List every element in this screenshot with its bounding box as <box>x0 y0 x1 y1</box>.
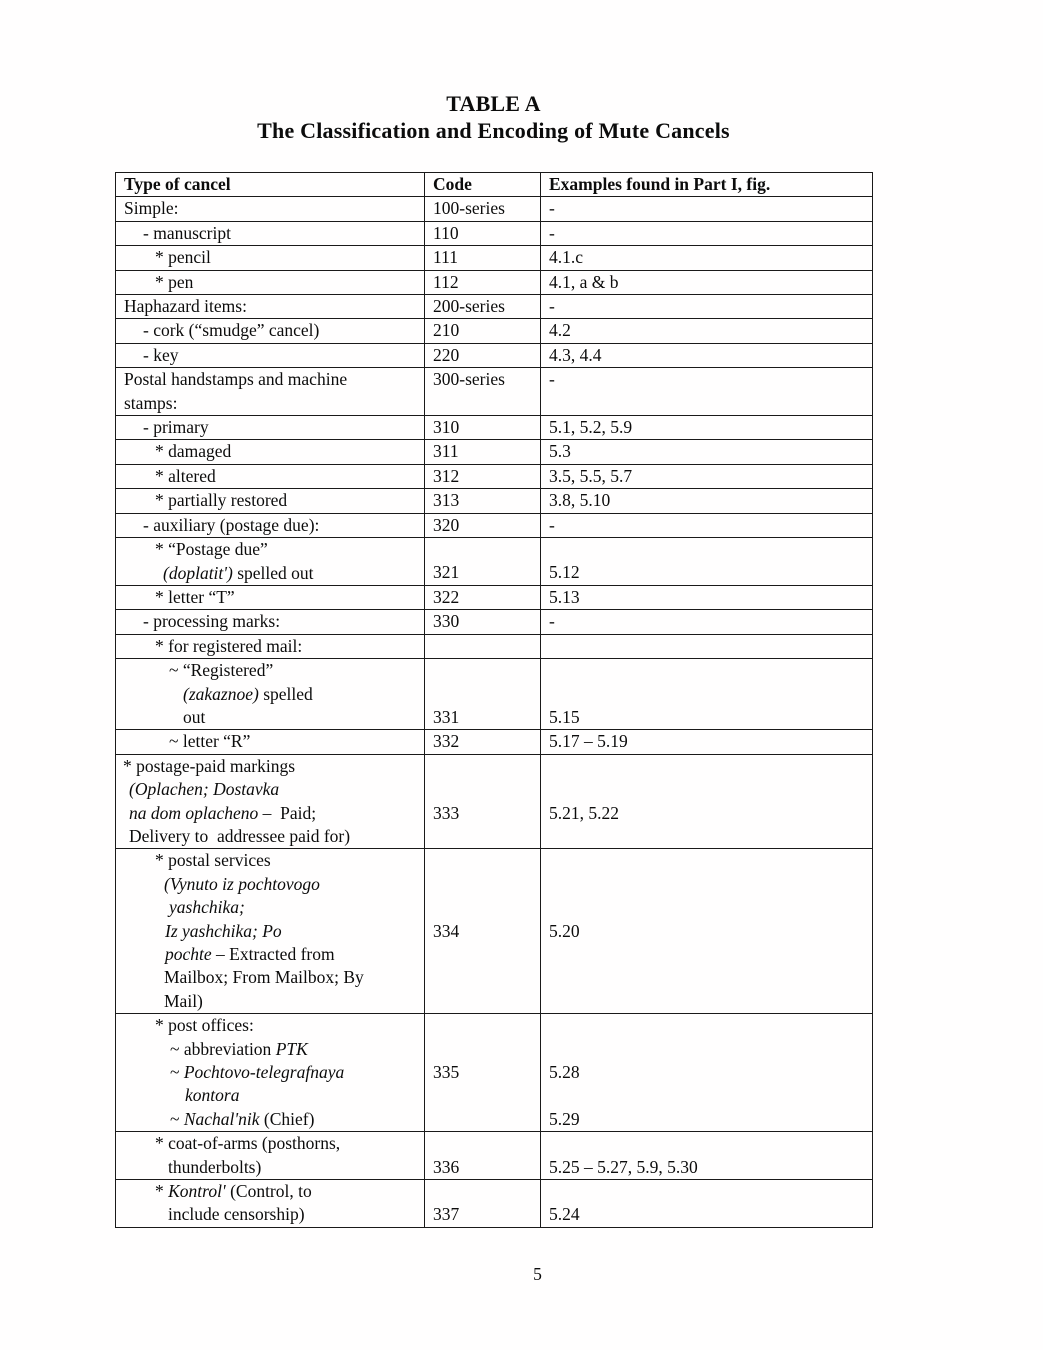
code-cell <box>425 513 541 537</box>
text-segment: * partially restored <box>155 490 288 511</box>
text-segment: thunderbolts) <box>168 1156 262 1177</box>
text-segment: include censorship) <box>168 1204 305 1225</box>
code-cell <box>425 489 541 513</box>
text-segment: * <box>155 1181 169 1202</box>
cell-line <box>116 1203 424 1226</box>
cell-line <box>116 920 424 943</box>
col-header-examples-label: Examples found in Part I, fig. <box>549 174 771 194</box>
type-cell <box>116 634 425 658</box>
cell-line: 321 <box>433 562 460 583</box>
examples-cell <box>541 1014 873 1132</box>
cell-line: 337 <box>433 1204 460 1225</box>
cell-line <box>116 344 424 367</box>
table-row <box>116 634 873 658</box>
cell-line <box>116 319 424 342</box>
cell-line <box>425 896 540 919</box>
cell-line <box>425 538 540 561</box>
cell-line: 5.13 <box>549 586 580 607</box>
text-segment: * pen <box>155 271 194 292</box>
text-segment: Postal handstamps and machine <box>124 369 348 390</box>
code-cell <box>425 440 541 464</box>
text-segment: Mail) <box>164 990 203 1011</box>
cell-line <box>116 271 424 294</box>
table-row <box>116 295 873 319</box>
cell-line <box>116 489 424 512</box>
italic-text-segment: kontora <box>185 1085 240 1106</box>
table-row <box>116 246 873 270</box>
text-segment: Delivery to addressee paid for) <box>129 825 351 846</box>
cell-line <box>425 849 540 872</box>
examples-cell <box>541 270 873 294</box>
cell-line: 4.1, a & b <box>549 271 619 292</box>
text-segment: * “Postage due” <box>155 539 268 560</box>
code-cell <box>425 343 541 367</box>
text-segment: Haphazard items: <box>124 296 247 317</box>
examples-cell <box>541 659 873 730</box>
table-row <box>116 368 873 416</box>
cell-line <box>425 873 540 896</box>
table-row <box>116 1180 873 1228</box>
cell-line <box>116 635 424 658</box>
examples-cell <box>541 610 873 634</box>
cell-line: 112 <box>433 271 459 292</box>
col-header-type-label: Type of cancel <box>124 174 231 194</box>
cell-line <box>116 778 424 801</box>
table-row <box>116 730 873 754</box>
table-row <box>116 464 873 488</box>
cell-line <box>425 683 540 706</box>
italic-text-segment: na dom oplacheno <box>129 802 259 823</box>
cell-line <box>116 465 424 488</box>
cell-line <box>116 990 424 1013</box>
text-segment: Mailbox; From Mailbox; By <box>164 967 364 988</box>
type-cell <box>116 270 425 294</box>
type-cell <box>116 197 425 221</box>
text-segment: * altered <box>155 465 216 486</box>
cell-line <box>541 873 872 896</box>
text-segment: ~ abbreviation <box>170 1038 276 1059</box>
cell-line <box>116 1084 424 1107</box>
cell-line <box>116 368 424 391</box>
table-row <box>116 489 873 513</box>
examples-cell <box>541 754 873 849</box>
cell-line <box>425 778 540 801</box>
examples-cell <box>541 221 873 245</box>
col-header-examples <box>541 173 873 197</box>
text-segment: spelled <box>258 683 313 704</box>
italic-text-segment: (Oplachen; Dostavka <box>129 779 280 800</box>
text-segment: (Chief) <box>259 1108 315 1129</box>
cell-line: 5.25 – 5.27, 5.9, 5.30 <box>549 1156 698 1177</box>
table-row <box>116 343 873 367</box>
examples-cell <box>541 513 873 537</box>
cell-line <box>116 755 424 778</box>
code-cell <box>425 585 541 609</box>
code-cell <box>425 610 541 634</box>
cell-line <box>116 1014 424 1037</box>
cell-line: 5.12 <box>549 562 580 583</box>
text-segment: (Control, to <box>225 1181 312 1202</box>
cell-line <box>541 1084 872 1107</box>
examples-cell <box>541 538 873 586</box>
examples-cell <box>541 634 873 658</box>
table-body <box>116 197 873 1227</box>
code-cell <box>425 634 541 658</box>
cell-line: 320 <box>433 514 460 535</box>
cell-line <box>116 1061 424 1084</box>
cell-line: 5.21, 5.22 <box>549 802 619 823</box>
text-segment: stamps: <box>124 392 178 413</box>
type-cell <box>116 1014 425 1132</box>
cell-line <box>116 246 424 269</box>
cell-line <box>116 683 424 706</box>
cell-line <box>541 538 872 561</box>
text-segment: - key <box>143 344 179 365</box>
cell-line: 313 <box>433 490 460 511</box>
cell-line: 110 <box>433 222 459 243</box>
type-cell <box>116 849 425 1014</box>
code-cell <box>425 849 541 1014</box>
table-row <box>116 849 873 1014</box>
type-cell <box>116 295 425 319</box>
cell-line: 300-series <box>433 369 505 390</box>
cell-line <box>425 1132 540 1155</box>
cell-line: 334 <box>433 920 460 941</box>
text-segment: out <box>183 706 206 727</box>
cell-line <box>541 778 872 801</box>
text-segment: * coat-of-arms (posthorns, <box>155 1133 341 1154</box>
cell-line: - <box>549 369 555 390</box>
type-cell <box>116 585 425 609</box>
text-segment: – Paid; <box>258 802 317 823</box>
cell-line: 3.8, 5.10 <box>549 490 611 511</box>
cell-line: 322 <box>433 586 460 607</box>
cell-line: 3.5, 5.5, 5.7 <box>549 465 633 486</box>
cell-line <box>116 706 424 729</box>
examples-cell <box>541 489 873 513</box>
type-cell <box>116 610 425 634</box>
text-segment: - primary <box>143 417 209 438</box>
text-segment: ~ <box>170 1108 184 1129</box>
code-cell <box>425 464 541 488</box>
cell-line <box>116 1156 424 1179</box>
text-segment: * damaged <box>155 441 232 462</box>
cell-line <box>116 440 424 463</box>
code-cell <box>425 1014 541 1132</box>
cell-line <box>116 1180 424 1203</box>
cell-line <box>541 1180 872 1203</box>
examples-cell <box>541 416 873 440</box>
cell-line: 5.28 <box>549 1062 580 1082</box>
header-row <box>116 173 873 197</box>
examples-cell <box>541 1180 873 1228</box>
text-segment: * postal services <box>155 850 271 871</box>
examples-cell <box>541 295 873 319</box>
code-cell <box>425 538 541 586</box>
table-row <box>116 270 873 294</box>
classification-table <box>115 172 873 1228</box>
cell-line <box>116 943 424 966</box>
cell-line <box>541 896 872 919</box>
cell-line: 210 <box>433 320 460 341</box>
cell-line: 4.3, 4.4 <box>549 344 602 365</box>
cell-line: 5.3 <box>549 441 571 462</box>
cell-line: 5.1, 5.2, 5.9 <box>549 417 633 438</box>
table-row <box>116 319 873 343</box>
table-row <box>116 1132 873 1180</box>
cell-line <box>116 197 424 220</box>
cell-line: - <box>549 296 555 317</box>
cell-line: - <box>549 514 555 535</box>
cell-line <box>116 825 424 848</box>
cell-line <box>425 1038 540 1061</box>
cell-line: 5.15 <box>549 706 580 727</box>
cell-line <box>425 659 540 682</box>
italic-text-segment: (Vynuto iz pochtovogo <box>164 873 320 894</box>
cell-line <box>425 635 540 658</box>
cell-line <box>116 222 424 245</box>
text-segment: * pencil <box>155 247 211 268</box>
examples-cell <box>541 246 873 270</box>
table-row <box>116 754 873 849</box>
cell-line <box>116 730 424 753</box>
text-segment: - manuscript <box>143 222 231 243</box>
italic-text-segment: yashchika; <box>169 897 245 918</box>
type-cell <box>116 343 425 367</box>
cell-line <box>541 1038 872 1061</box>
cell-line: 312 <box>433 465 460 486</box>
type-cell <box>116 221 425 245</box>
cell-line: 310 <box>433 417 460 438</box>
table-row <box>116 416 873 440</box>
text-segment: - cork (“smudge” cancel) <box>143 320 320 341</box>
cell-line: 333 <box>433 802 460 823</box>
examples-cell <box>541 343 873 367</box>
examples-cell <box>541 368 873 416</box>
code-cell <box>425 270 541 294</box>
cell-line <box>116 562 424 585</box>
type-cell <box>116 1180 425 1228</box>
code-cell <box>425 368 541 416</box>
text-segment: - processing marks: <box>143 611 281 632</box>
cell-line <box>116 586 424 609</box>
cell-line: 200-series <box>433 296 505 317</box>
type-cell <box>116 730 425 754</box>
code-cell <box>425 319 541 343</box>
cell-line: 335 <box>433 1062 460 1082</box>
examples-cell <box>541 197 873 221</box>
cell-line: 311 <box>433 441 459 462</box>
italic-text-segment: (doplatit') <box>163 562 233 583</box>
cell-line <box>116 873 424 896</box>
type-cell <box>116 1132 425 1180</box>
code-cell <box>425 246 541 270</box>
italic-text-segment: PTK <box>275 1038 308 1059</box>
table-row <box>116 585 873 609</box>
examples-cell <box>541 585 873 609</box>
cell-line <box>541 1132 872 1155</box>
cell-line: 332 <box>433 731 460 752</box>
code-cell <box>425 1180 541 1228</box>
cell-line: - <box>549 222 555 243</box>
cell-line <box>116 659 424 682</box>
cell-line <box>116 802 424 825</box>
cell-line: 5.20 <box>549 920 580 941</box>
table-row <box>116 440 873 464</box>
code-cell <box>425 754 541 849</box>
cell-line <box>541 659 872 682</box>
cell-line <box>425 755 540 778</box>
cell-line: 5.17 – 5.19 <box>549 731 628 752</box>
col-header-code <box>425 173 541 197</box>
cell-line: 5.24 <box>549 1204 580 1225</box>
text-segment: ~ <box>170 1062 184 1083</box>
cell-line: 5.29 <box>549 1108 580 1129</box>
cell-line <box>116 538 424 561</box>
type-cell <box>116 754 425 849</box>
table-row <box>116 513 873 537</box>
cell-line <box>541 849 872 872</box>
cell-line: 330 <box>433 611 460 632</box>
type-cell <box>116 246 425 270</box>
cell-line <box>116 514 424 537</box>
cell-line <box>541 1014 872 1037</box>
examples-cell <box>541 440 873 464</box>
cell-line: 4.1.c <box>549 247 584 268</box>
text-segment: ~ “Registered” <box>169 660 274 681</box>
cell-line: - <box>549 198 555 219</box>
code-cell <box>425 416 541 440</box>
table-title <box>115 90 872 144</box>
table-row <box>116 659 873 730</box>
type-cell <box>116 659 425 730</box>
cell-line <box>541 635 872 658</box>
table-row <box>116 1014 873 1132</box>
cell-line: 111 <box>433 247 458 268</box>
code-cell <box>425 295 541 319</box>
italic-text-segment: (zakaznoe) <box>183 683 259 704</box>
text-segment: * letter “T” <box>155 586 235 607</box>
cell-line <box>116 1132 424 1155</box>
col-header-code-label: Code <box>433 174 472 194</box>
table-row <box>116 197 873 221</box>
code-cell <box>425 197 541 221</box>
text-segment: * postage-paid markings <box>123 755 296 776</box>
type-cell <box>116 440 425 464</box>
text-segment: - auxiliary (postage due): <box>143 514 320 535</box>
code-cell <box>425 659 541 730</box>
code-cell <box>425 221 541 245</box>
cell-line <box>116 295 424 318</box>
text-segment: * post offices: <box>155 1015 254 1036</box>
type-cell <box>116 513 425 537</box>
cell-line: 336 <box>433 1156 460 1177</box>
cell-line <box>116 610 424 633</box>
cell-line <box>425 1180 540 1203</box>
text-segment: spelled out <box>232 562 314 583</box>
cell-line <box>116 966 424 989</box>
examples-cell <box>541 730 873 754</box>
type-cell <box>116 416 425 440</box>
italic-text-segment: Pochtovo-telegrafnaya <box>183 1062 345 1083</box>
examples-cell <box>541 1132 873 1180</box>
cell-line: 100-series <box>433 198 505 219</box>
text-segment: * for registered mail: <box>155 635 303 656</box>
col-header-type <box>116 173 425 197</box>
text-segment: ~ letter “R” <box>169 731 251 752</box>
cell-line: - <box>549 611 555 632</box>
cell-line <box>541 755 872 778</box>
cell-line: 331 <box>433 706 460 727</box>
title-line-1: TABLE A <box>446 91 541 116</box>
table-row <box>116 221 873 245</box>
italic-text-segment: Kontrol' <box>168 1181 226 1202</box>
italic-text-segment: Iz yashchika; Po <box>165 920 282 941</box>
type-cell <box>116 319 425 343</box>
cell-line <box>116 1038 424 1061</box>
examples-cell <box>541 464 873 488</box>
cell-line <box>116 1108 424 1131</box>
type-cell <box>116 489 425 513</box>
table-row <box>116 610 873 634</box>
text-segment: – Extracted from <box>211 944 335 964</box>
cell-line: 220 <box>433 344 460 365</box>
cell-line <box>116 896 424 919</box>
type-cell <box>116 368 425 416</box>
cell-line <box>116 416 424 439</box>
cell-line <box>425 1014 540 1037</box>
table-row <box>116 538 873 586</box>
cell-line <box>116 849 424 872</box>
type-cell <box>116 464 425 488</box>
examples-cell <box>541 319 873 343</box>
cell-line <box>116 392 424 415</box>
code-cell <box>425 1132 541 1180</box>
type-cell <box>116 538 425 586</box>
examples-cell <box>541 849 873 1014</box>
page-number: 5 <box>533 1264 542 1284</box>
title-line-2: The Classification and Encoding of Mute Cancels <box>257 118 730 143</box>
italic-text-segment: Nachal'nik <box>183 1108 260 1129</box>
italic-text-segment: pochte <box>165 944 212 964</box>
code-cell <box>425 730 541 754</box>
text-segment: Simple: <box>124 198 179 219</box>
cell-line: 4.2 <box>549 320 571 341</box>
cell-line <box>541 683 872 706</box>
